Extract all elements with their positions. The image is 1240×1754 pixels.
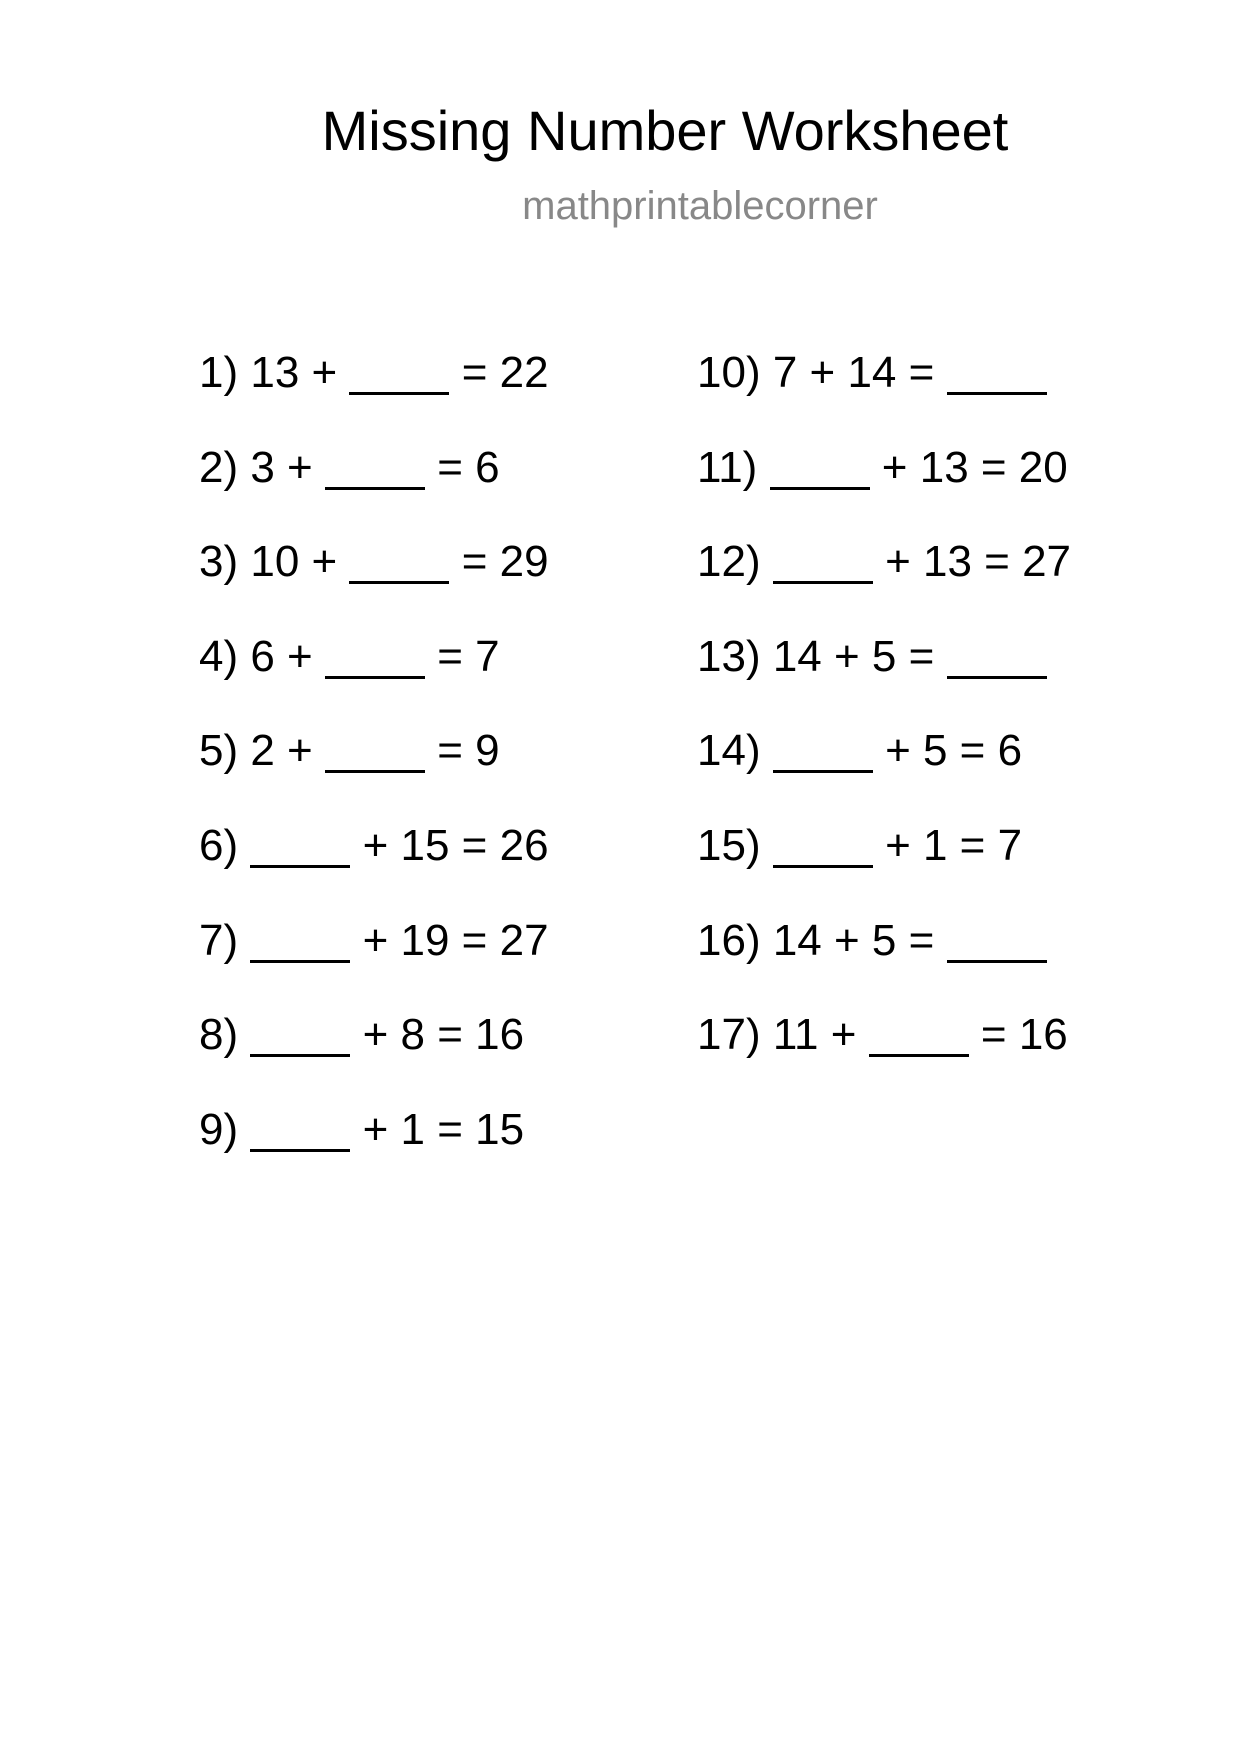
problem-expression-after: = 22	[461, 348, 549, 397]
problem-number: 8)	[199, 1010, 239, 1060]
answer-blank[interactable]	[325, 483, 425, 490]
problem-number: 12)	[697, 537, 761, 587]
problem-expression-before: 6 +	[250, 631, 313, 681]
problem-expression-before: 14 + 5 =	[772, 915, 935, 965]
problem-number: 6)	[199, 820, 239, 870]
problem-13	[697, 630, 1071, 725]
problem-3	[199, 535, 549, 630]
problem-number: 10)	[697, 348, 761, 397]
problem-6	[199, 819, 549, 914]
answer-blank[interactable]	[947, 388, 1047, 395]
problem-expression-before: 10 +	[250, 537, 338, 587]
problem-17	[697, 1008, 1071, 1103]
answer-blank[interactable]	[773, 766, 873, 773]
problem-number: 15)	[697, 820, 761, 870]
problem-expression-after: + 13 = 20	[881, 442, 1068, 492]
problem-11	[697, 441, 1071, 536]
problem-expression-after: + 1 = 15	[362, 1104, 525, 1154]
problem-expression-after: = 16	[980, 1010, 1068, 1060]
problem-number: 3)	[199, 537, 239, 587]
problem-expression-after: + 15 = 26	[362, 820, 549, 870]
problem-expression-before: 13 +	[250, 348, 338, 397]
problem-number: 11)	[697, 442, 758, 492]
page-subtitle: mathprintablecorner	[522, 184, 878, 228]
problem-number: 16)	[697, 915, 761, 965]
problem-number: 14)	[697, 726, 761, 776]
problem-expression-after: = 9	[437, 726, 500, 776]
problem-2	[199, 441, 549, 536]
problem-expression-after: + 1 = 7	[885, 820, 1023, 870]
answer-blank[interactable]	[250, 956, 350, 963]
problem-5	[199, 724, 549, 819]
problem-expression-after: + 19 = 27	[362, 915, 549, 965]
problem-14	[697, 724, 1071, 819]
answer-blank[interactable]	[773, 861, 873, 868]
problem-number: 7)	[199, 915, 239, 965]
problem-16	[697, 914, 1071, 1009]
problem-number: 9)	[199, 1104, 239, 1154]
page-title: Missing Number Worksheet	[321, 99, 1009, 162]
problem-1	[199, 346, 549, 441]
problem-number: 4)	[199, 631, 239, 681]
problem-expression-before: 3 +	[250, 442, 313, 492]
problem-expression-after: + 5 = 6	[885, 726, 1023, 776]
answer-blank[interactable]	[869, 1050, 969, 1057]
problem-10	[697, 346, 1071, 441]
problems-right-column	[697, 346, 1071, 1103]
problem-expression-after: = 7	[437, 631, 500, 681]
problem-expression-after: + 8 = 16	[362, 1010, 525, 1060]
answer-blank[interactable]	[947, 956, 1047, 963]
answer-blank[interactable]	[325, 672, 425, 679]
problem-expression-before: 14 + 5 =	[772, 631, 935, 681]
problem-8	[199, 1008, 549, 1103]
problem-number: 1)	[199, 348, 239, 397]
answer-blank[interactable]	[770, 483, 870, 490]
problem-expression-after: = 29	[461, 537, 549, 587]
problem-expression-after: = 6	[437, 442, 500, 492]
problem-expression-after: + 13 = 27	[885, 537, 1072, 587]
problems-left-column	[199, 346, 549, 1197]
problem-15	[697, 819, 1071, 914]
problem-4	[199, 630, 549, 725]
answer-blank[interactable]	[250, 1050, 350, 1057]
problem-7	[199, 914, 549, 1009]
answer-blank[interactable]	[773, 577, 873, 584]
problem-12	[697, 535, 1071, 630]
problem-number: 13)	[697, 631, 761, 681]
problem-number: 17)	[697, 1010, 761, 1060]
answer-blank[interactable]	[947, 672, 1047, 679]
problem-expression-before: 11 +	[772, 1010, 857, 1060]
answer-blank[interactable]	[250, 861, 350, 868]
problem-9	[199, 1103, 549, 1198]
answer-blank[interactable]	[349, 577, 449, 584]
problem-number: 5)	[199, 726, 239, 776]
answer-blank[interactable]	[325, 766, 425, 773]
problem-expression-before: 2 +	[250, 726, 313, 776]
problem-expression-before: 7 + 14 =	[772, 348, 935, 397]
problem-number: 2)	[199, 442, 239, 492]
answer-blank[interactable]	[250, 1145, 350, 1152]
answer-blank[interactable]	[349, 388, 449, 395]
